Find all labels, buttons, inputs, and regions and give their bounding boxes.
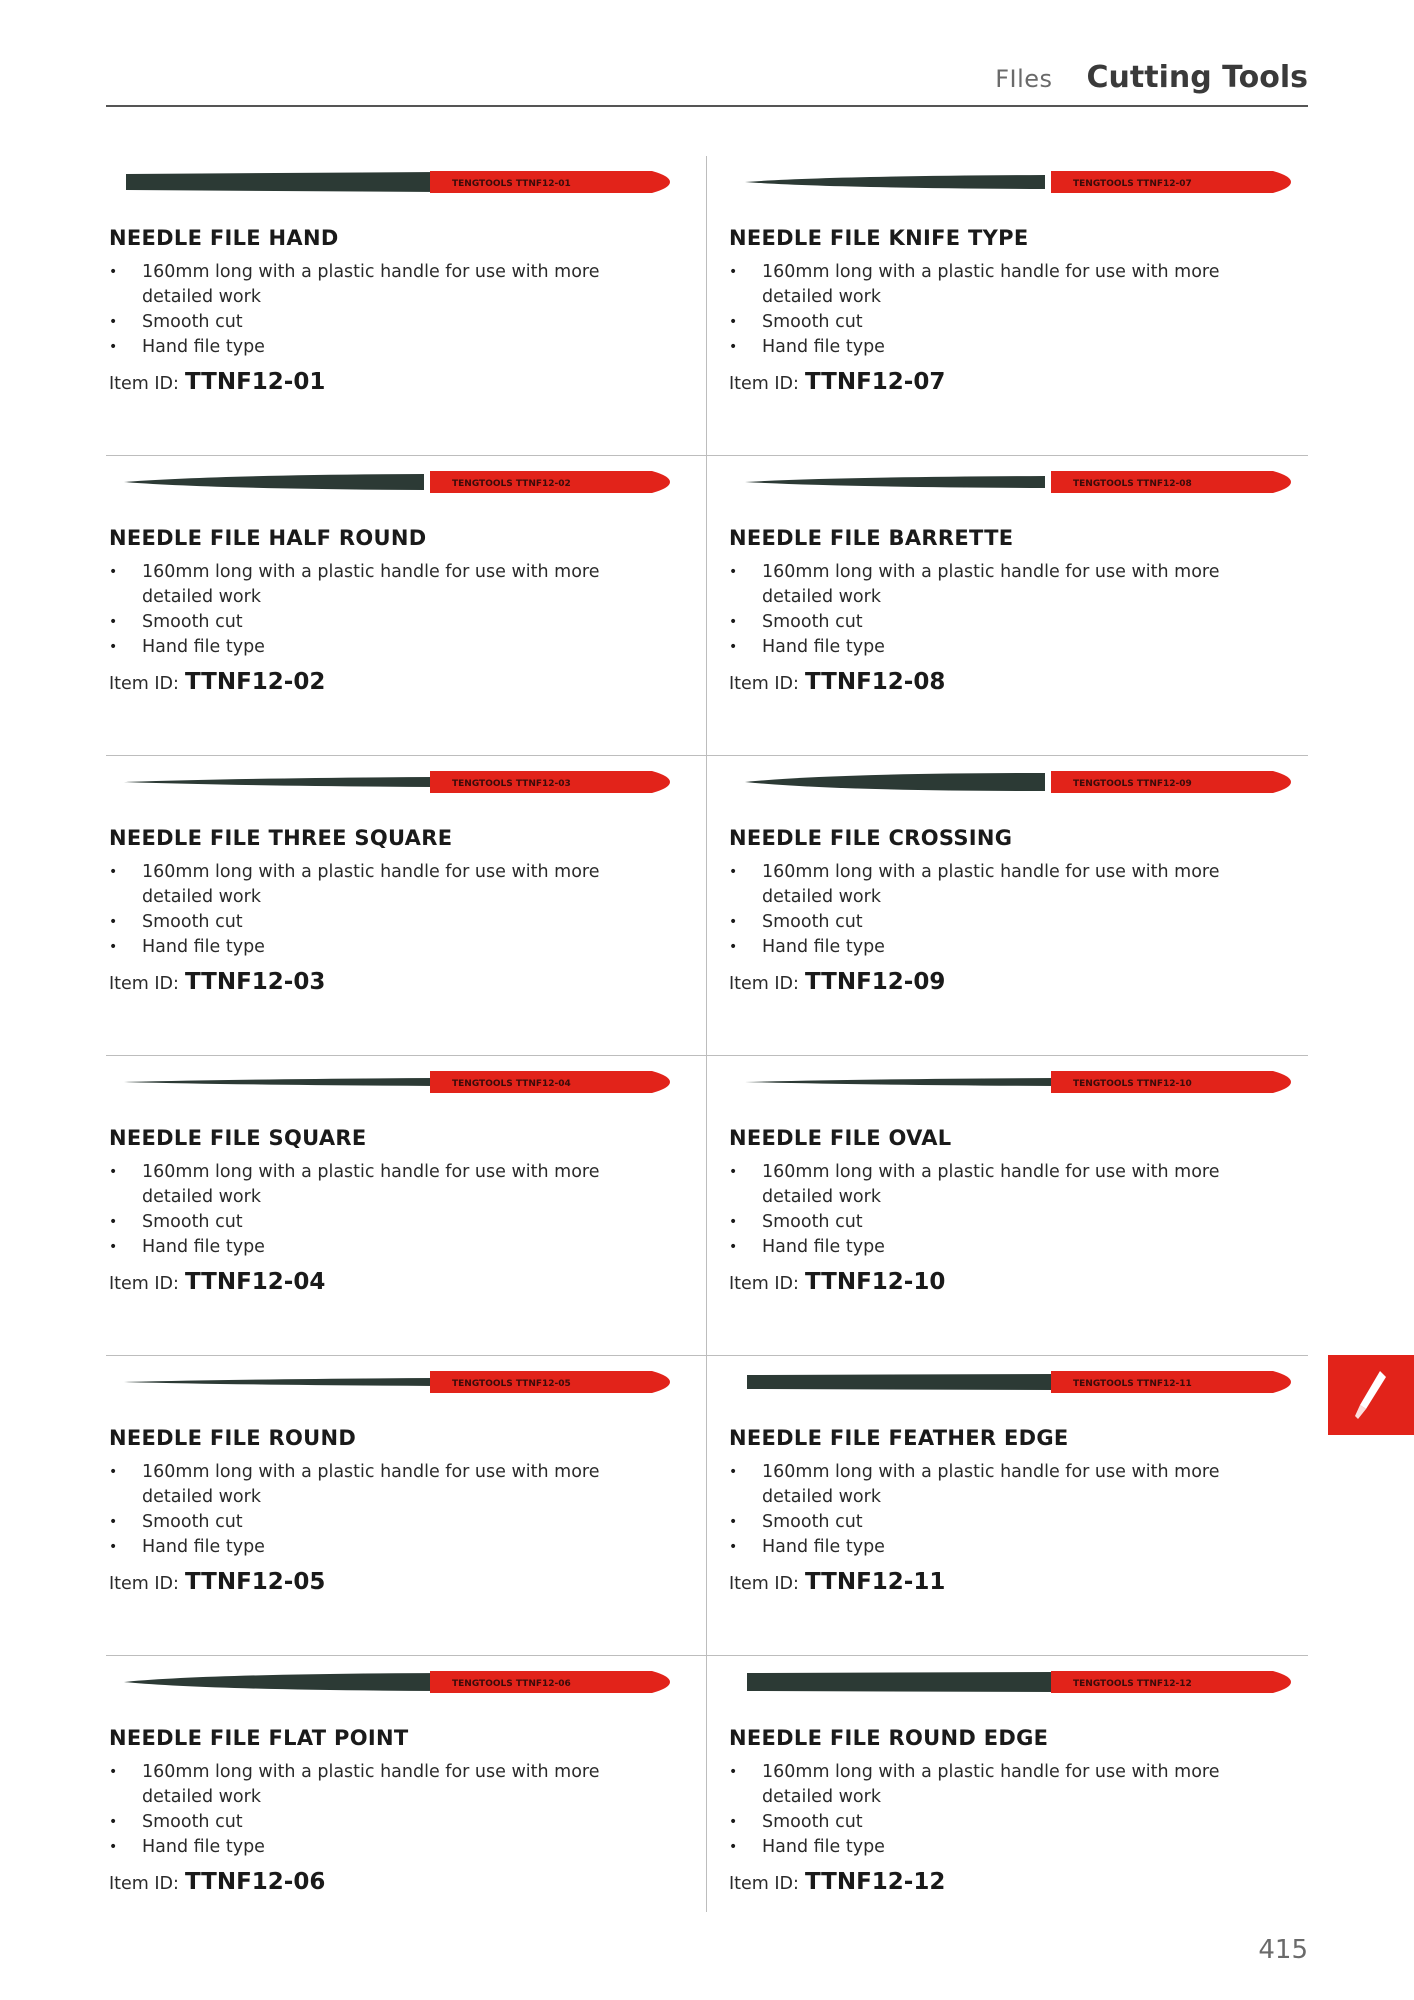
item-id-label: Item ID:	[109, 974, 179, 994]
feature-item: • Hand file type	[109, 935, 669, 960]
page-header	[995, 60, 1308, 95]
feature-item: • 160mm long with a plastic handle for use with more detailed work	[729, 1760, 1289, 1810]
file-blade	[124, 777, 434, 787]
feature-list	[729, 1460, 1289, 1560]
feature-item: • 160mm long with a plastic handle for use with more detailed work	[729, 1160, 1289, 1210]
feature-list	[109, 860, 669, 960]
handle-brand-label: TENGTOOLS TTNF12-06	[452, 1679, 571, 1689]
section-label: FIles	[995, 65, 1053, 93]
item-id-code: TTNF12-06	[184, 1869, 326, 1895]
item-id-label: Item ID:	[109, 674, 179, 694]
header-divider	[106, 105, 1308, 107]
feature-item: • Hand file type	[109, 1535, 669, 1560]
product-grid	[106, 156, 1308, 1956]
product-card	[106, 756, 707, 1056]
handle-brand-label: TENGTOOLS TTNF12-03	[452, 779, 571, 789]
product-title: NEEDLE FILE FLAT POINT	[109, 1726, 409, 1750]
feature-item: • Hand file type	[729, 635, 1289, 660]
file-blade	[126, 172, 439, 192]
feature-list	[109, 1460, 669, 1560]
needle-file-image	[745, 762, 1291, 802]
file-blade	[124, 1378, 434, 1386]
needle-file-image	[124, 1062, 670, 1102]
feature-item: • Smooth cut	[109, 610, 669, 635]
product-title: NEEDLE FILE ROUND	[109, 1426, 357, 1450]
item-id-line	[729, 669, 1289, 695]
feature-item: • 160mm long with a plastic handle for use with more detailed work	[729, 1460, 1289, 1510]
needle-file-image	[124, 462, 670, 502]
item-id-line	[109, 1569, 669, 1595]
item-id-label: Item ID:	[109, 1274, 179, 1294]
item-id-line	[109, 369, 669, 395]
item-id-line	[109, 1269, 669, 1295]
product-card	[707, 1656, 1308, 1956]
feature-list	[729, 1760, 1289, 1860]
chapter-title: Cutting Tools	[1086, 60, 1308, 95]
feature-item: • Hand file type	[729, 335, 1289, 360]
item-id-code: TTNF12-09	[804, 969, 946, 995]
product-card	[707, 1356, 1308, 1656]
file-blade	[124, 474, 424, 490]
feature-item: • 160mm long with a plastic handle for use with more detailed work	[109, 860, 669, 910]
feature-list	[109, 260, 669, 360]
handle-brand-label: TENGTOOLS TTNF12-09	[1073, 779, 1192, 789]
feature-item: • Smooth cut	[109, 1210, 669, 1235]
product-card	[707, 756, 1308, 1056]
item-id-line	[729, 969, 1289, 995]
feature-item: • Hand file type	[729, 1235, 1289, 1260]
item-id-code: TTNF12-05	[184, 1569, 326, 1595]
feature-item: • 160mm long with a plastic handle for use with more detailed work	[109, 560, 669, 610]
item-id-code: TTNF12-10	[804, 1269, 946, 1295]
feature-item: • 160mm long with a plastic handle for use with more detailed work	[729, 260, 1289, 310]
file-blade	[745, 476, 1045, 488]
feature-list	[729, 860, 1289, 960]
product-title: NEEDLE FILE THREE SQUARE	[109, 826, 453, 850]
file-blade	[124, 1078, 434, 1086]
item-id-label: Item ID:	[729, 374, 799, 394]
item-id-code: TTNF12-08	[804, 669, 946, 695]
item-id-line	[729, 1869, 1289, 1895]
section-tab[interactable]	[1328, 1355, 1414, 1435]
item-id-code: TTNF12-01	[184, 369, 326, 395]
needle-file-image	[745, 1362, 1291, 1402]
feature-item: • Hand file type	[109, 335, 669, 360]
feature-item: • Hand file type	[729, 1835, 1289, 1860]
handle-brand-label: TENGTOOLS TTNF12-08	[1073, 479, 1192, 489]
feature-item: • Smooth cut	[729, 610, 1289, 635]
needle-file-image	[745, 162, 1291, 202]
file-blade	[745, 175, 1045, 189]
product-card	[106, 1656, 707, 1912]
feature-item: • Smooth cut	[729, 1810, 1289, 1835]
feature-item: • Hand file type	[109, 1835, 669, 1860]
product-title: NEEDLE FILE KNIFE TYPE	[729, 226, 1029, 250]
feature-item: • Hand file type	[109, 1235, 669, 1260]
product-title: NEEDLE FILE FEATHER EDGE	[729, 1426, 1069, 1450]
item-id-code: TTNF12-02	[184, 669, 326, 695]
item-id-label: Item ID:	[729, 1874, 799, 1894]
feature-list	[109, 1760, 669, 1860]
item-id-label: Item ID:	[109, 1874, 179, 1894]
needle-file-image	[124, 1362, 670, 1402]
feature-list	[109, 560, 669, 660]
item-id-label: Item ID:	[109, 1574, 179, 1594]
feature-list	[729, 260, 1289, 360]
file-blade	[745, 773, 1045, 791]
item-id-code: TTNF12-04	[184, 1269, 326, 1295]
needle-file-image	[745, 462, 1291, 502]
feature-item: • Hand file type	[729, 935, 1289, 960]
handle-brand-label: TENGTOOLS TTNF12-10	[1073, 1079, 1192, 1089]
feature-list	[729, 1160, 1289, 1260]
product-title: NEEDLE FILE CROSSING	[729, 826, 1013, 850]
feature-item: • Smooth cut	[729, 310, 1289, 335]
feature-item: • Hand file type	[109, 635, 669, 660]
product-title: NEEDLE FILE BARRETTE	[729, 526, 1014, 550]
file-blade	[124, 1673, 439, 1691]
item-id-code: TTNF12-11	[804, 1569, 946, 1595]
product-title: NEEDLE FILE SQUARE	[109, 1126, 367, 1150]
needle-file-image	[124, 762, 670, 802]
item-id-line	[109, 669, 669, 695]
product-title: NEEDLE FILE HAND	[109, 226, 339, 250]
feature-item: • Smooth cut	[109, 1510, 669, 1535]
cutting-tool-icon	[1346, 1365, 1396, 1425]
item-id-label: Item ID:	[729, 1274, 799, 1294]
product-title: NEEDLE FILE ROUND EDGE	[729, 1726, 1049, 1750]
feature-item: • Smooth cut	[729, 910, 1289, 935]
item-id-line	[729, 369, 1289, 395]
feature-item: • Smooth cut	[729, 1210, 1289, 1235]
feature-item: • 160mm long with a plastic handle for use with more detailed work	[109, 1460, 669, 1510]
page-number: 415	[1258, 1935, 1308, 1965]
file-blade	[747, 1672, 1055, 1692]
feature-item: • 160mm long with a plastic handle for use with more detailed work	[729, 560, 1289, 610]
handle-brand-label: TENGTOOLS TTNF12-02	[452, 479, 571, 489]
product-title: NEEDLE FILE HALF ROUND	[109, 526, 427, 550]
item-id-label: Item ID:	[729, 1574, 799, 1594]
item-id-code: TTNF12-07	[804, 369, 946, 395]
file-blade	[747, 1374, 1055, 1390]
item-id-line	[109, 969, 669, 995]
product-card	[707, 456, 1308, 756]
feature-item: • 160mm long with a plastic handle for use with more detailed work	[729, 860, 1289, 910]
feature-item: • Smooth cut	[729, 1510, 1289, 1535]
product-title: NEEDLE FILE OVAL	[729, 1126, 952, 1150]
item-id-code: TTNF12-12	[804, 1869, 946, 1895]
handle-brand-label: TENGTOOLS TTNF12-04	[452, 1079, 571, 1089]
feature-item: • Hand file type	[729, 1535, 1289, 1560]
feature-item: • 160mm long with a plastic handle for use with more detailed work	[109, 260, 669, 310]
feature-item: • Smooth cut	[109, 310, 669, 335]
product-card	[106, 1056, 707, 1356]
item-id-label: Item ID:	[729, 974, 799, 994]
handle-brand-label: TENGTOOLS TTNF12-07	[1073, 179, 1192, 189]
product-card	[707, 156, 1308, 456]
handle-brand-label: TENGTOOLS TTNF12-01	[452, 179, 571, 189]
needle-file-image	[124, 1662, 670, 1702]
needle-file-image	[745, 1662, 1291, 1702]
feature-item: • Smooth cut	[109, 910, 669, 935]
feature-list	[109, 1160, 669, 1260]
product-card	[707, 1056, 1308, 1356]
feature-item: • 160mm long with a plastic handle for use with more detailed work	[109, 1160, 669, 1210]
product-card	[106, 156, 707, 456]
needle-file-image	[124, 162, 670, 202]
file-blade	[745, 1078, 1055, 1086]
handle-brand-label: TENGTOOLS TTNF12-05	[452, 1379, 571, 1389]
feature-item: • 160mm long with a plastic handle for use with more detailed work	[109, 1760, 669, 1810]
item-id-code: TTNF12-03	[184, 969, 326, 995]
item-id-line	[729, 1569, 1289, 1595]
product-card	[106, 1356, 707, 1656]
feature-item: • Smooth cut	[109, 1810, 669, 1835]
item-id-line	[109, 1869, 669, 1895]
item-id-line	[729, 1269, 1289, 1295]
handle-brand-label: TENGTOOLS TTNF12-11	[1073, 1379, 1192, 1389]
needle-file-image	[745, 1062, 1291, 1102]
handle-brand-label: TENGTOOLS TTNF12-12	[1073, 1679, 1192, 1689]
product-card	[106, 456, 707, 756]
feature-list	[729, 560, 1289, 660]
item-id-label: Item ID:	[109, 374, 179, 394]
item-id-label: Item ID:	[729, 674, 799, 694]
